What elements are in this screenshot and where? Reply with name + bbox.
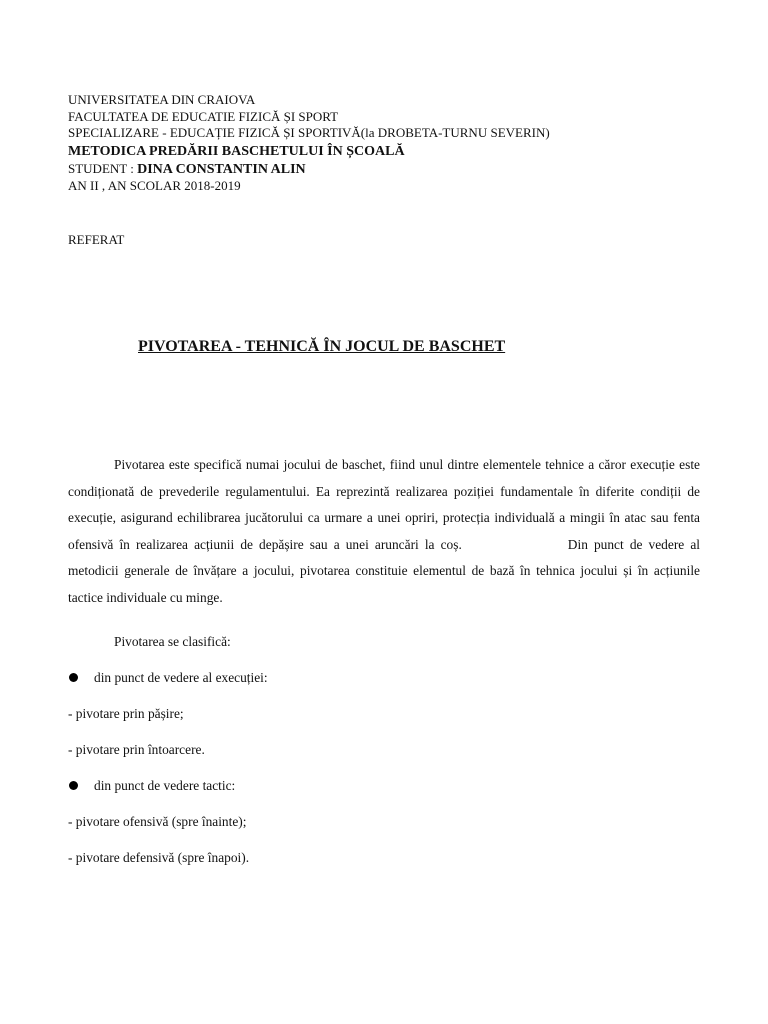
classification-intro: Pivotarea se clasifică: [114,634,231,649]
body-paragraph [68,452,700,612]
academic-year: AN II , AN SCOLAR 2018-2019 [68,178,241,193]
paragraph-part-2: Din punct de vedere al metodicii generale de învățare a jocului, pivotarea constituie elementul de bază în tehnica jocului și în acțiunile tactice individuale cu minge. [68,536,700,605]
specialization: SPECIALIZARE - EDUCAȚIE FIZICĂ ȘI SPORTIVĂ(la DROBETA-TURNU SEVERIN) [68,125,550,140]
classification-list [68,632,700,884]
list-group-heading [68,668,700,704]
student-label: STUDENT : [68,160,138,176]
list-item: - pivotare prin întoarcere. [68,742,205,757]
bullet-icon [69,781,78,790]
group-heading-text: din punct de vedere tactic: [94,778,236,793]
document-type: REFERAT [68,232,125,247]
student-line [68,161,708,179]
university-name: UNIVERSITATEA DIN CRAIOVA [68,92,256,107]
document-header [68,92,708,195]
list-item: - pivotare prin pășire; [68,706,184,721]
list-item: - pivotare ofensivă (spre înainte); [68,814,247,829]
student-name: DINA CONSTANTIN ALIN [137,161,306,177]
course-name: METODICA PREDĂRII BASCHETULUI ÎN ȘCOALĂ [68,143,405,159]
group-heading-text: din punct de vedere al execuției: [94,670,268,685]
bullet-icon [69,673,78,682]
faculty-name: FACULTATEA DE EDUCATIE FIZICĂ ȘI SPORT [68,108,339,124]
document-title: PIVOTAREA - TEHNICĂ ÎN JOCUL DE BASCHET [138,338,506,355]
paragraph-part-1: Pivotarea este specifică numai jocului de baschet, fiind unul dintre elementele tehnice a căror execuție este condiționată de prevederile regulamentului. Ea reprezintă realizarea poziției fundamentale în diferite condiții de execuție, asigurand echilibrarea jucătorului ca urmare a unei opriri, protecția individuală a mingii în atac sau fenta ofensivă în realizarea acțiunii de depășire sau a unei aruncări la coș. [68,457,700,552]
list-group-heading [68,776,700,812]
list-item: - pivotare defensivă (spre înapoi). [68,850,250,865]
